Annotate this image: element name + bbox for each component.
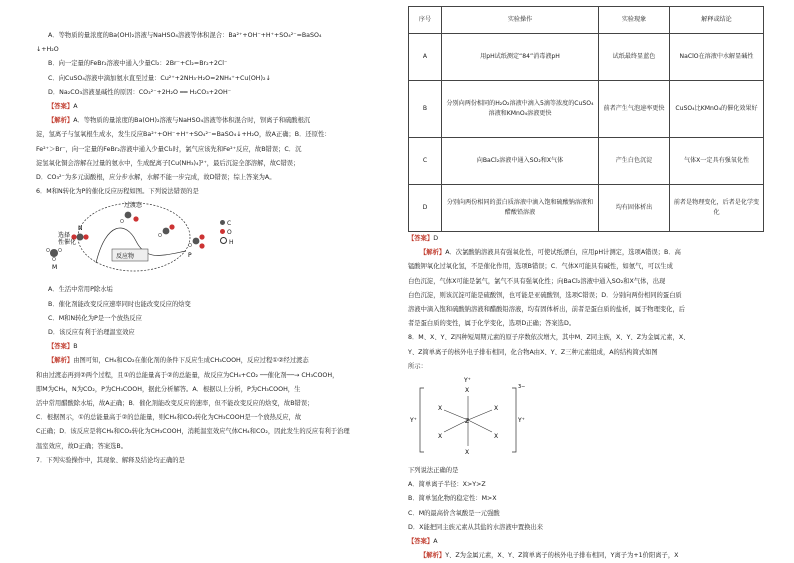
table-header-row [409,7,764,34]
q8-stem: 8．M、X、Y、Z四种短周期元素的原子序数依次增大，其中M、Z同主族，X、Y、Z为金属元素，X、 [408,334,690,342]
q5-option-a-cont: ↓+H₂O [36,46,59,54]
table-row [409,81,764,138]
q5-option-a: A．等物质的量浓度的Ba(OH)₂溶液与NaHSO₄溶液等体积混合：Ba²⁺+OH⁻+H⁺+SO₄²⁻=BaSO₄ [48,32,322,39]
transition-state-molecule [125,212,132,219]
q6-option-a: A．生活中常用P除水垢 [48,286,113,294]
label-selective: 选择 [58,232,71,240]
h-atom [46,249,49,252]
analysis-text: 由图可知，CH₄和CO₂在催化剂的条件下反应生成CH₃COOH，反应过程①②经过渡态 [73,357,309,365]
left-bracket [420,388,424,452]
atom-x-right-bottom: X [494,433,499,441]
q7-analysis-line: 白色沉淀，则该沉淀可能是硫酸钡，也可能是亚硫酸钡，选项C错误；D．分别向两份相同的蛋白质 [408,291,682,299]
atom-z-center: Z [465,418,470,426]
experiment-table [408,6,764,232]
q6-analysis-line: 和由过渡态再到②两个过程，且①的总能量高于②的总能量，故反应为CH₄+CO₂ ──催化剂──→ CH₃COOH， [36,371,339,379]
q6-stem: 6．M和N转化为P的催化反应历程如图。下列说法错误的是 [36,188,199,196]
h-atom [158,234,161,237]
analysis-text: Y、Z为金属元素，X、Y、Z简单离子的核外电子排布相同，Y离子为+1价阳离子，X [445,552,679,560]
q8-intro: 下列说法正确的是 [408,467,459,475]
legend-h-label: H [229,239,234,247]
cell-phenomenon: 前者产生气泡速率更快 [599,81,670,138]
q6-option-c: C．M和N转化为P是一个放热反应 [48,314,142,322]
legend-o-dot [220,229,225,234]
cell-index: C [409,138,442,185]
q5-option-c: C．向CuSO₄溶液中滴加氨水直至过量：Cu²⁺+2NH₃·H₂O=2NH₄⁺+Cu(OH)₂↓ [48,74,271,82]
q8-option-a: A．简单离子半径：X>Y>Z [408,481,486,489]
legend-h [220,237,234,247]
right-column [408,0,780,563]
cell-conclusion: 气体X一定具有强氧化性 [670,138,764,185]
header-conclusion: 解释或结论 [670,7,764,34]
o-atom [133,217,138,222]
analysis-label: 【解析】 [48,117,74,125]
analysis-text: A．次氯酸钠溶液具有强氧化性，可使试纸漂白，应用pH计测定，选项A错误；B．高 [445,249,681,257]
answer-value: A [73,103,78,111]
table-row [409,138,764,185]
answer-label: 【答案】 [48,103,74,111]
label-n: N [78,225,83,233]
atom-x-bottom: X [465,449,470,457]
q5-analysis-line: D．CO₃²⁻为多元弱酸根，应分步水解，水解不能一步完成，故D错误；综上答案为A。 [36,174,276,182]
legend-c-dot [220,220,225,225]
right-bracket [512,388,516,452]
q8-stem-line: 所示： [408,362,427,370]
answer-value: D [433,235,439,242]
atom-x-left-top: X [438,405,443,413]
q5-answer [36,100,408,114]
label-p: P [188,252,192,260]
o-atom [199,244,204,249]
q5-option-b: B．向一定量的FeBr₂溶液中通入少量Cl₂：2Br⁻+Cl₂=Br₂+2Cl⁻ [48,60,228,68]
q7-stem: 7．下列实验操作中，其现象、解释及结论均正确的是 [36,456,185,464]
analysis-label: 【解析】 [48,357,74,365]
left-column [36,0,408,468]
q6-analysis-line: C．根据图示，①的总能量高于②的总能量，则CH₄和CO₂转化为CH₃COOH是一个放热反应，故 [36,414,302,422]
q5-option-d: D．Na₂CO₃溶液显碱性的原因：CO₃²⁻+2H₂O ══ H₂CO₃+2OH⁻ [48,88,232,96]
table-row [409,34,764,81]
bond [468,410,492,420]
cell-index: B [409,81,442,138]
q6-option-b: B．催化剂能改变反应速率同时也能改变反应的焓变 [48,300,191,308]
intermediate-molecule [163,228,170,235]
cell-index: A [409,34,442,81]
answer-label: 【答案】 [408,235,434,242]
o-atom [199,235,204,240]
cell-conclusion: NaClO在溶液中水解显碱性 [670,34,764,81]
cell-phenomenon: 试纸最终显蓝色 [599,34,670,81]
cation-y-top: Y⁺ [464,377,471,385]
legend-c-label: C [227,220,232,228]
atom-x-right-top: X [494,405,499,413]
mechanism-diagram [36,201,216,281]
h-atom [58,249,61,252]
legend-o-label: O [227,229,232,237]
header-operation: 实验操作 [442,7,599,34]
cell-phenomenon: 均有固体析出 [599,185,670,232]
cell-operation: 分别向两份相同的蛋白质溶液中滴入饱和硫酸钠溶液和醋酸铅溶液 [442,185,599,232]
q7-answer [408,232,780,246]
answer-value: B [73,343,78,351]
reaction-mechanism-figure [36,201,408,281]
label-catalyst: 性催化 [58,239,77,247]
q7-analysis-line: 溶液中滴入饱和硫酸钠溶液和醋酸铅溶液，均有固体析出，前者是蛋白质的盐析，属于物理变化，后 [408,306,686,314]
answer-value: A [433,538,438,546]
q8-analysis [408,549,780,563]
q6-analysis-line: C正确；D．该反应是将CH₄和CO₂转化为CH₃COOH，消耗温室效应气体CH₄和CO₂，因此发生的反应有利于治理 [36,428,350,436]
cation-y-left: Y⁺ [410,417,417,425]
cell-conclusion: 前者是物理变化，后者是化学变化 [670,185,764,232]
q6-option-d: D．该反应有利于治理温室效应 [48,329,135,337]
molecule-p [193,238,200,245]
o-atom [83,235,88,240]
legend-h-dot [220,237,227,244]
q7-analysis-line: 白色沉淀，气体X可能是氯气，氯气不具有强氧化性；向BaCl₂溶液中通入SO₂和X气体，出现 [408,277,666,285]
q6-analysis [36,354,408,368]
cell-phenomenon: 产生白色沉淀 [599,138,670,185]
atom-x-top: X [465,387,470,395]
q5-analysis-line: 淀，氢离子与氢氧根生成水，发生反应Ba²⁺+OH⁻+H⁺+SO₄²⁻=BaSO₄↓+H₂O，故A正确；B．还原性： [36,131,331,139]
cell-operation: 向BaCl₂溶液中通入SO₂和X气体 [442,138,599,185]
answer-label: 【答案】 [408,538,434,546]
table-row [409,185,764,232]
cell-operation: 用pH试纸测定“84”消毒液pH [442,34,599,81]
label-transition-state: 过渡态 [124,202,143,210]
h-atom [188,244,191,247]
compound-a-structure [408,374,780,464]
structure-diagram [408,374,548,464]
q5-analysis-line: 淀氢氧化铜会溶解在过量的氨水中，生成配离子[Cu(NH₃)₄]²⁺，最后沉淀全部溶解，故C错误； [36,159,300,167]
anion-charge: 3− [518,384,526,391]
analysis-label: 【解析】 [420,552,446,560]
q7-analysis-line: 者是蛋白质的变性，属于化学变化，选项D正确；答案选D。 [408,320,576,328]
h-atom [120,220,123,223]
q5-analysis [36,114,408,128]
header-index: 序号 [409,7,442,34]
legend-o [220,228,234,237]
q8-option-d: D．X能把同主族元素从其盐的水溶液中置换出来 [408,523,544,531]
atom-legend [220,219,234,247]
cell-conclusion: CuSO₄比KMnO₄的催化效果好 [670,81,764,138]
q6-analysis-line: 即M为CH₄，N为CO₂，P为CH₃COOH，据此分析解答。A．根据以上分析，P为CH₃COOH，生 [36,385,301,393]
q5-analysis-line: Fe²⁺＞Br⁻，向一定量的FeBr₂溶液中通入少量Cl₂时，氯气应该先和Fe²⁺反应，故B错误；C．沉 [36,145,302,153]
q8-answer [408,535,780,549]
q8-stem-line: Y、Z简单离子的核外电子排布相同，化合物A由X、Y、Z三种元素组成，A的结构简式如图 [408,348,658,356]
q7-analysis [408,246,780,260]
q6-analysis-line: 活中常用醋酸除水垢，故A正确；B．催化剂能改变反应的速率，但不能改变反应的焓变，故B错误； [36,400,314,408]
label-reactant: 反应物 [116,253,135,261]
q7-analysis-line: 锰酸钾氧化过氧化氢，不是催化作用，选项B错误；C．气体X可能具有碱性，如氨气，可以生成 [408,263,673,271]
cell-operation: 分别向两份相同的H₂O₂溶液中滴入5滴等浓度的CuSO₄溶液和KMnO₄溶液更快 [442,81,599,138]
header-phenomenon: 实验现象 [599,7,670,34]
cation-y-right: Y⁺ [518,417,525,425]
atom-x-left-bottom: X [438,433,443,441]
cell-index: D [409,185,442,232]
label-m: M [52,264,58,272]
q6-analysis-line: 温室效应，故D正确；答案选B。 [36,442,128,450]
q6-answer [36,340,408,354]
molecule-m [50,249,58,257]
h-atom [52,258,55,261]
answer-label: 【答案】 [48,343,74,351]
bond [468,420,492,432]
legend-c [220,219,234,228]
o-atom [169,225,174,230]
molecule-n [77,234,84,241]
q8-option-b: B．简单氢化物的稳定性：M>X [408,495,497,503]
q8-option-c: C．M的最高价含氧酸是一元强酸 [408,509,500,517]
analysis-text: A．等物质的量浓度的Ba(OH)₂溶液与NaHSO₄溶液等体积混合时，钡离子和硫酸根沉 [73,117,311,125]
analysis-label: 【解析】 [420,249,446,257]
